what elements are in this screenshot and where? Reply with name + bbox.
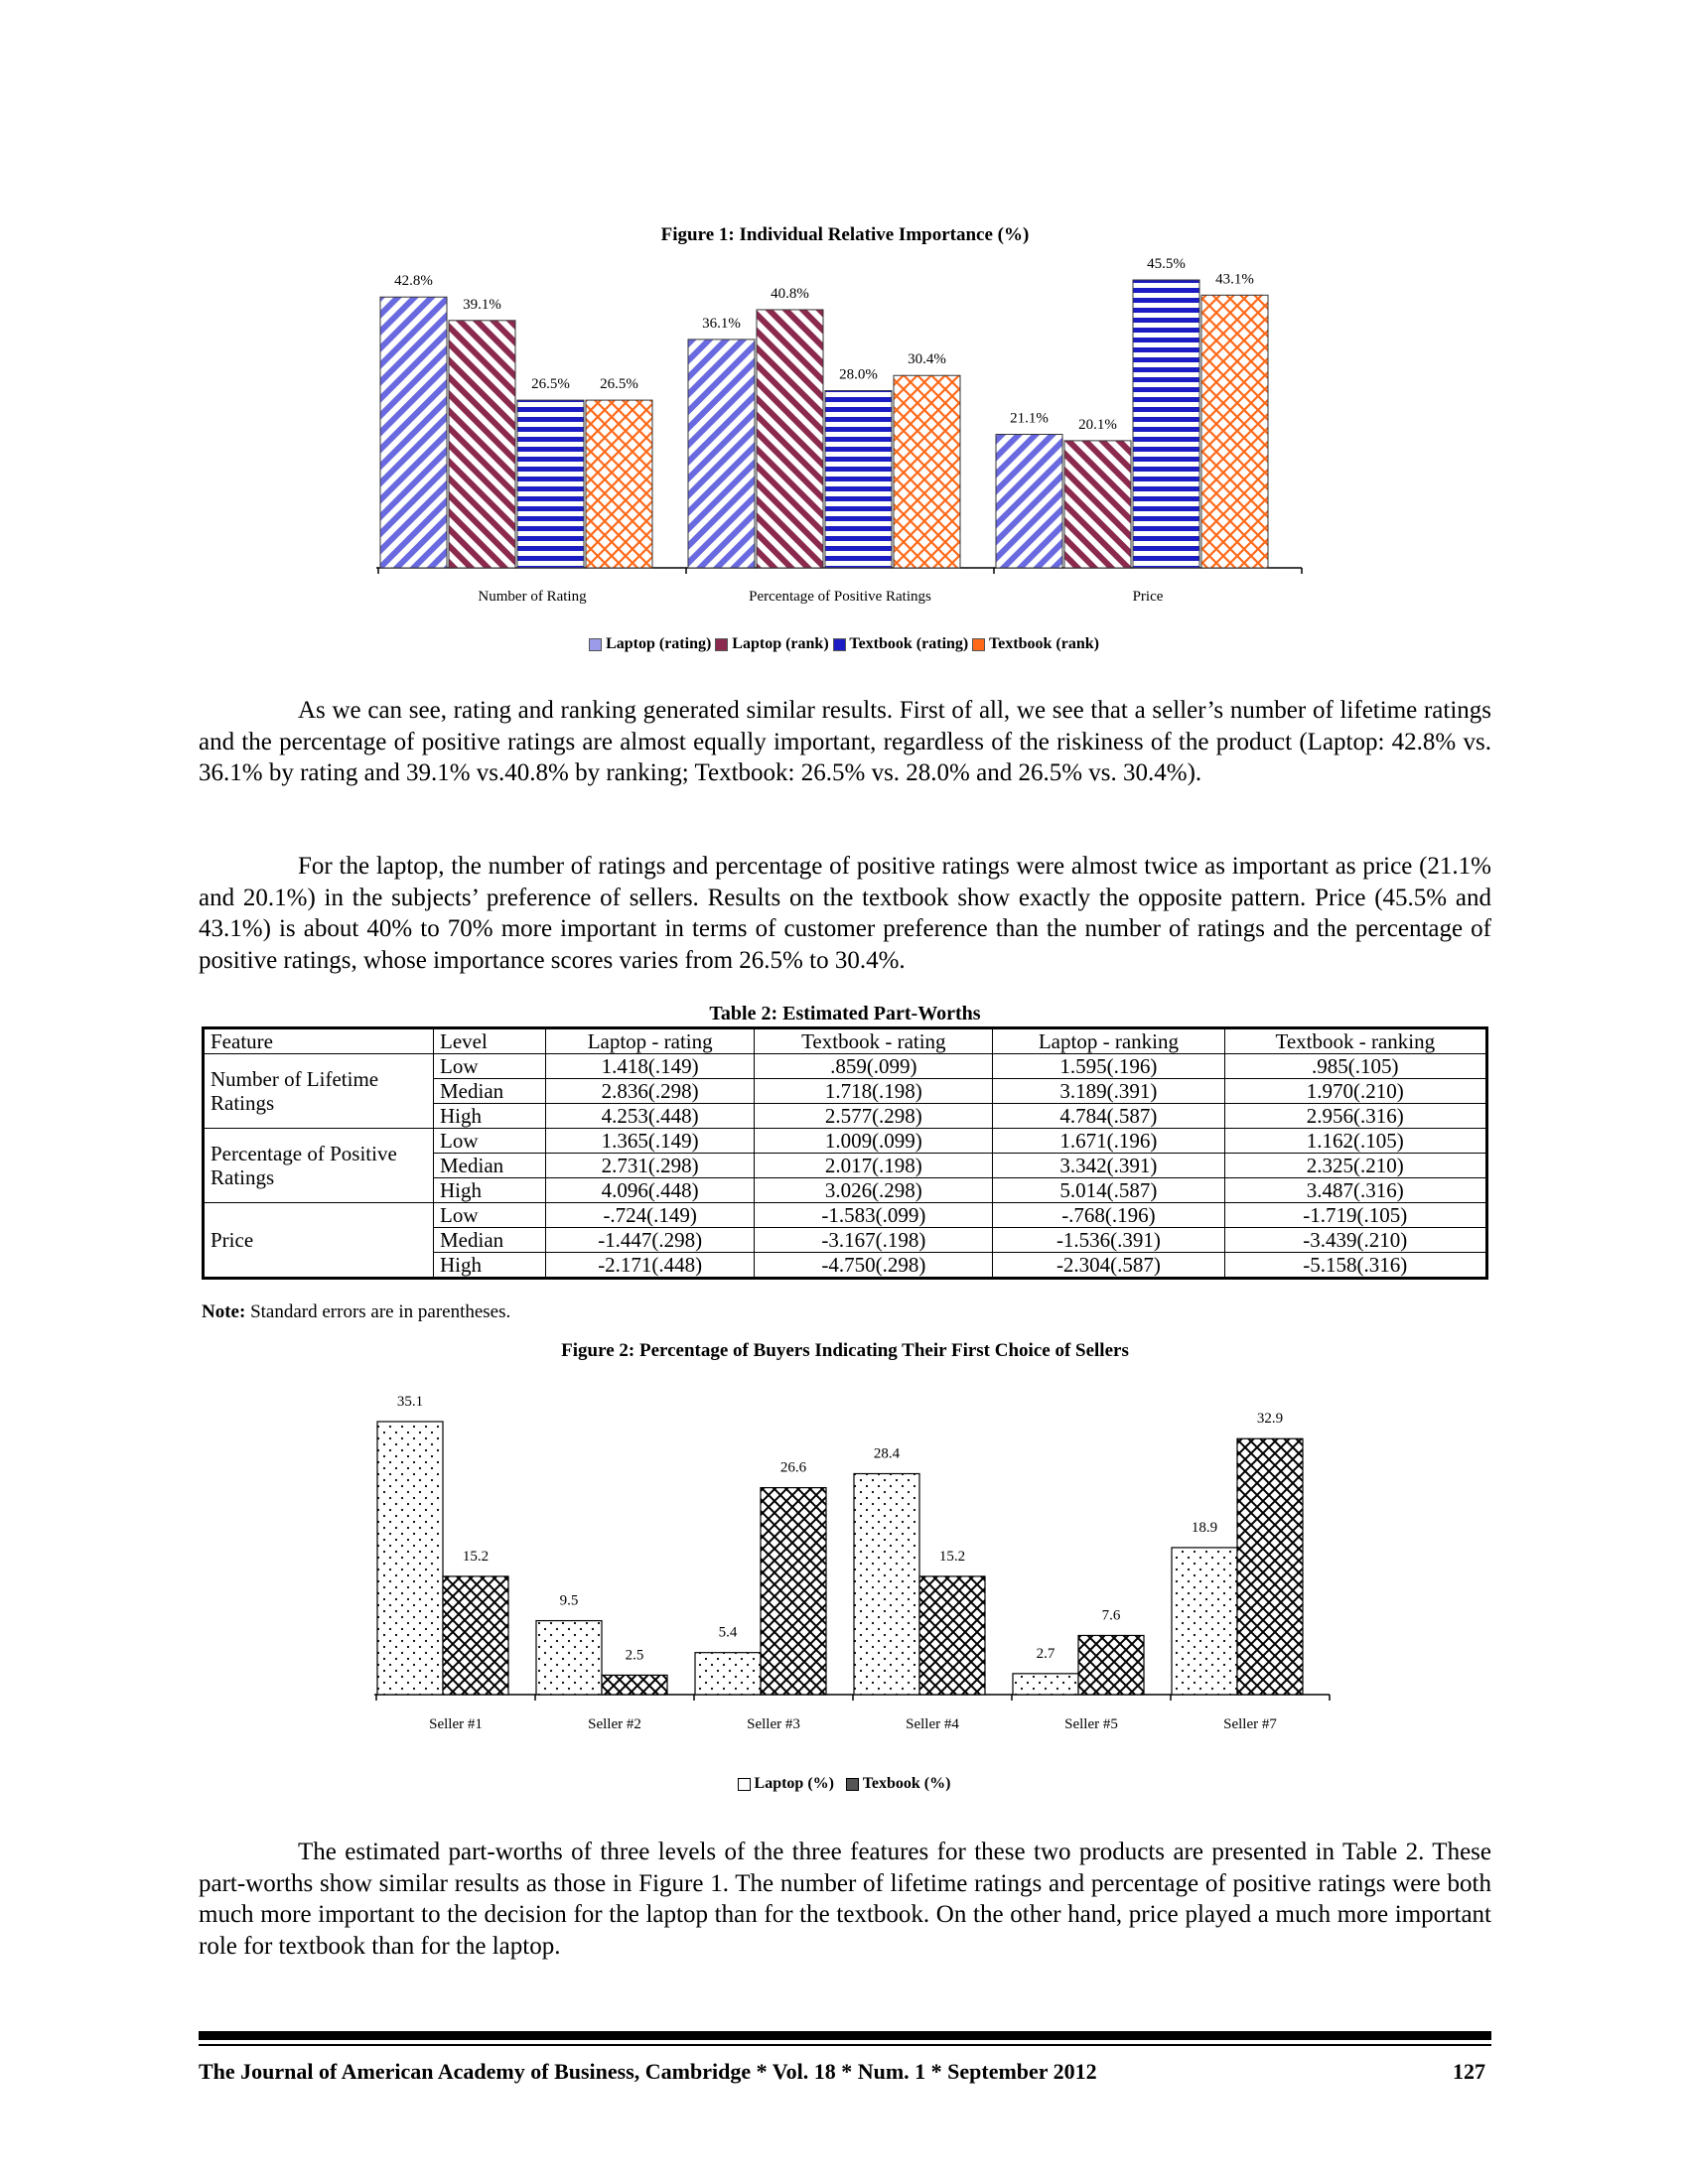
- bar: [1237, 1438, 1303, 1695]
- level-cell: High: [434, 1253, 546, 1279]
- journal-name: The Journal of American Academy of Business, Cambridge * Vol. 18 * Num. 1 * September 2012: [199, 2059, 1097, 2084]
- legend-laptop-rank: Laptop (rank): [715, 635, 828, 652]
- value-cell: -.724(.149): [546, 1203, 755, 1228]
- value-cell: 1.365(.149): [546, 1129, 755, 1154]
- value-cell: 4.096(.448): [546, 1178, 755, 1203]
- bar: [586, 400, 652, 568]
- value-cell: 2.017(.198): [755, 1154, 993, 1178]
- data-label: 39.1%: [463, 296, 501, 313]
- value-cell: 1.009(.099): [755, 1129, 993, 1154]
- category-label: Percentage of Positive Ratings: [749, 589, 931, 605]
- value-cell: 3.342(.391): [993, 1154, 1224, 1178]
- value-cell: 1.718(.198): [755, 1079, 993, 1104]
- part-worths-table: [202, 1026, 1488, 1280]
- footer-rule: [199, 2031, 1491, 2040]
- value-cell: 2.577(.298): [755, 1104, 993, 1129]
- value-cell: -3.167(.198): [755, 1228, 993, 1253]
- value-cell: 1.162(.105): [1224, 1129, 1486, 1154]
- feature-cell: Price: [204, 1203, 434, 1279]
- value-cell: -1.536(.391): [993, 1228, 1224, 1253]
- legend-textbook: Texbook (%): [846, 1775, 950, 1792]
- bar: [536, 1621, 602, 1695]
- bar: [602, 1675, 667, 1695]
- paragraph-3: The estimated part-worths of three levels of the three features for these two products are presented in Table 2. These part-worths show similar results as those in Figure 1. The number of lifetime ratings and percentage of positive ratings were both much more important to the decision for the laptop than for the textbook. On the other hand, price played a much more important role for textbook than for the laptop.: [199, 1839, 1491, 1960]
- legend-textbook-rating: Textbook (rating): [833, 635, 969, 652]
- category-label: Seller #1: [429, 1716, 483, 1732]
- figure1-legend: [0, 635, 1688, 653]
- value-cell: 4.784(.587): [993, 1104, 1224, 1129]
- bar: [854, 1473, 919, 1695]
- level-cell: Median: [434, 1154, 546, 1178]
- category-label: Seller #7: [1223, 1716, 1277, 1732]
- bar: [688, 340, 755, 568]
- data-label: 32.9: [1256, 1411, 1284, 1428]
- swatch-icon: [589, 638, 602, 651]
- legend-laptop: Laptop (%): [738, 1775, 834, 1792]
- value-cell: -2.304(.587): [993, 1253, 1224, 1279]
- column-header: Feature: [204, 1028, 434, 1054]
- paragraph-1: As we can see, rating and ranking generated similar results. First of all, we see that a seller’s number of lifetime ratings and the percentage of positive ratings are almost equally important, regardless of the riskiness of the product (Laptop: 42.8% vs. 36.1% by rating and 39.1% vs.40.8% by ranking; Textbook: 26.5% vs. 28.0% and 26.5% vs. 30.4%).: [199, 697, 1491, 786]
- level-cell: Low: [434, 1129, 546, 1154]
- category-label: Number of Rating: [478, 589, 587, 605]
- data-label: 15.2: [938, 1548, 966, 1565]
- level-cell: Median: [434, 1079, 546, 1104]
- figure1-title: Figure 1: Individual Relative Importance (%): [660, 224, 1030, 245]
- value-cell: 2.731(.298): [546, 1154, 755, 1178]
- data-label: 5.4: [718, 1624, 738, 1641]
- bar: [919, 1576, 985, 1695]
- bar: [449, 321, 515, 568]
- legend-laptop-rating: Laptop (rating): [589, 635, 711, 652]
- category-label: Seller #2: [588, 1716, 641, 1732]
- table-row: [204, 1203, 1487, 1228]
- column-header: Level: [434, 1028, 546, 1054]
- data-label: 28.0%: [839, 366, 878, 383]
- category-label: Seller #4: [906, 1716, 959, 1732]
- feature-cell: Number of Lifetime Ratings: [204, 1054, 434, 1129]
- bar: [1064, 441, 1131, 568]
- value-cell: 3.189(.391): [993, 1079, 1224, 1104]
- data-label: 40.8%: [771, 285, 809, 302]
- bar: [825, 391, 892, 568]
- value-cell: 4.253(.448): [546, 1104, 755, 1129]
- data-label: 26.5%: [531, 376, 570, 393]
- value-cell: -1.447(.298): [546, 1228, 755, 1253]
- paragraph-2: For the laptop, the number of ratings and percentage of positive ratings were almost twice as important as price (21.1% and 20.1%) in the subjects’ preference of sellers. Results on the textbook show exactly the opposite pattern. Price (45.5% and 43.1%) is about 40% to 70% more important in terms of customer preference than the number of ratings and the percentage of positive ratings, whose importance scores varies from 26.5% to 30.4%.: [199, 853, 1491, 974]
- data-label: 21.1%: [1010, 410, 1049, 427]
- swatch-icon: [738, 1778, 751, 1791]
- value-cell: -.768(.196): [993, 1203, 1224, 1228]
- footer: [199, 2059, 1491, 2085]
- bar: [1133, 280, 1199, 568]
- bar: [757, 310, 823, 568]
- value-cell: 3.026(.298): [755, 1178, 993, 1203]
- swatch-icon: [846, 1778, 859, 1791]
- value-cell: 1.671(.196): [993, 1129, 1224, 1154]
- column-header: Laptop - rating: [546, 1028, 755, 1054]
- swatch-icon: [833, 638, 846, 651]
- value-cell: -1.583(.099): [755, 1203, 993, 1228]
- bar: [1172, 1548, 1237, 1695]
- page-number: 127: [1453, 2059, 1485, 2084]
- value-cell: -2.171(.448): [546, 1253, 755, 1279]
- footer-rule: [199, 2044, 1491, 2046]
- data-label: 36.1%: [702, 315, 741, 332]
- data-label: 2.5: [625, 1647, 644, 1664]
- value-cell: 2.325(.210): [1224, 1154, 1486, 1178]
- figure2-legend: [0, 1775, 1688, 1793]
- bar: [761, 1488, 826, 1695]
- table2-title: Table 2: Estimated Part-Worths: [709, 1003, 981, 1024]
- value-cell: 3.487(.316): [1224, 1178, 1486, 1203]
- figure1-chart: [0, 0, 1688, 675]
- category-label: Seller #3: [747, 1716, 800, 1732]
- value-cell: -3.439(.210): [1224, 1228, 1486, 1253]
- data-label: 18.9: [1191, 1519, 1218, 1536]
- data-label: 45.5%: [1147, 256, 1186, 272]
- value-cell: 2.956(.316): [1224, 1104, 1486, 1129]
- level-cell: Low: [434, 1203, 546, 1228]
- level-cell: High: [434, 1104, 546, 1129]
- bar: [377, 1422, 443, 1695]
- bar: [1013, 1674, 1078, 1695]
- value-cell: -5.158(.316): [1224, 1253, 1486, 1279]
- category-label: Price: [1132, 589, 1164, 605]
- swatch-icon: [715, 638, 728, 651]
- feature-cell: Percentage of Positive Ratings: [204, 1129, 434, 1203]
- bar: [894, 375, 960, 568]
- data-label: 9.5: [559, 1592, 579, 1609]
- value-cell: 1.418(.149): [546, 1054, 755, 1079]
- value-cell: 1.970(.210): [1224, 1079, 1486, 1104]
- bar: [1078, 1635, 1144, 1695]
- column-header: Textbook - ranking: [1224, 1028, 1486, 1054]
- bar: [695, 1653, 761, 1695]
- table-row: [204, 1054, 1487, 1079]
- level-cell: Median: [434, 1228, 546, 1253]
- level-cell: High: [434, 1178, 546, 1203]
- value-cell: -4.750(.298): [755, 1253, 993, 1279]
- level-cell: Low: [434, 1054, 546, 1079]
- figure2-title: Figure 2: Percentage of Buyers Indicating Their First Choice of Sellers: [561, 1340, 1129, 1361]
- category-label: Seller #5: [1064, 1716, 1118, 1732]
- data-label: 35.1: [396, 1394, 424, 1410]
- value-cell: 2.836(.298): [546, 1079, 755, 1104]
- value-cell: 1.595(.196): [993, 1054, 1224, 1079]
- data-label: 7.6: [1101, 1607, 1121, 1624]
- data-label: 26.5%: [600, 376, 638, 393]
- column-header: Laptop - ranking: [993, 1028, 1224, 1054]
- data-label: 28.4: [873, 1445, 901, 1462]
- data-label: 43.1%: [1215, 271, 1254, 288]
- data-label: 2.7: [1036, 1645, 1055, 1662]
- table-note: Note: Standard errors are in parentheses.: [202, 1301, 511, 1322]
- value-cell: -1.719(.105): [1224, 1203, 1486, 1228]
- value-cell: .985(.105): [1224, 1054, 1486, 1079]
- figure2-chart: [0, 1370, 1688, 1747]
- swatch-icon: [972, 638, 985, 651]
- legend-textbook-rank: Textbook (rank): [972, 635, 1099, 652]
- data-label: 26.6: [779, 1459, 807, 1476]
- bar: [443, 1576, 508, 1695]
- value-cell: 5.014(.587): [993, 1178, 1224, 1203]
- bar: [1201, 295, 1268, 568]
- data-label: 15.2: [462, 1548, 490, 1565]
- table-row: [204, 1129, 1487, 1154]
- bar: [517, 400, 584, 568]
- data-label: 30.4%: [908, 351, 946, 368]
- bar: [996, 435, 1062, 568]
- table-header-row: [204, 1028, 1487, 1054]
- column-header: Textbook - rating: [755, 1028, 993, 1054]
- data-label: 20.1%: [1078, 416, 1117, 433]
- bar: [380, 297, 447, 568]
- data-label: 42.8%: [394, 273, 433, 290]
- value-cell: .859(.099): [755, 1054, 993, 1079]
